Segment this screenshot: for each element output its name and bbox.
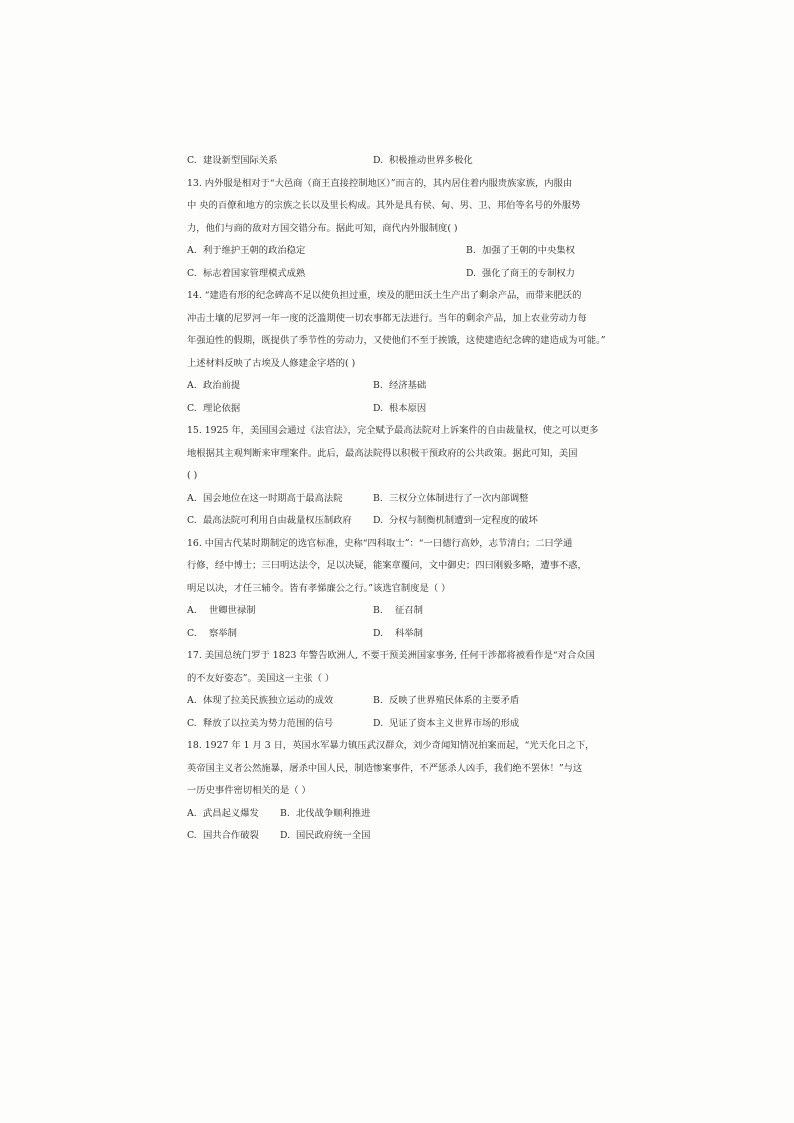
q16-stem-line-2: 行修，经中博士；三曰明达法令，足以决疑，能案章覆问，文中御史；四曰刚毅多略，遭事不惑，	[187, 560, 587, 571]
q14-stem-line-3: 年强迫性的假期，既提供了季节性的劳动力，又使他们不至于挨饿，这使建造纪念碑的建造成为可能。”	[187, 335, 606, 346]
q13-option-a[interactable]: A. 利于维护王朝的政治稳定	[187, 245, 306, 256]
q17-option-b[interactable]: B. 反映了世界殖民体系的主要矛盾	[373, 695, 520, 706]
q18-stem-line-1: 18. 1927 年 1 月 3 日，英国水军暴力镇压武汉群众，刘少奇闻知情况拍案而起，“光天化日之下，	[187, 740, 595, 751]
q16-options-row-cd	[187, 623, 617, 646]
q15-stem-line-1: 15. 1925 年，美国国会通过《法官法》，完全赋予最高法院对上诉案件的自由裁量权，使之可以更多	[187, 425, 599, 436]
q15-options-row-ab	[187, 488, 617, 511]
q17-option-a[interactable]: A. 体现了拉美民族独立运动的成效	[187, 695, 334, 706]
q14-option-d[interactable]: D. 根本原因	[373, 402, 427, 414]
q15-option-d[interactable]: D. 分权与制衡机制遭到一定程度的破坏	[373, 515, 538, 526]
q15-option-b[interactable]: B. 三权分立体制进行了一次内部调整	[373, 492, 529, 504]
q15-stem-line-2: 地根据其主观判断来审理案件。此后，最高法院得以积极干预政府的公共政策。据此可知，美国	[187, 447, 578, 459]
q15-options-row-cd	[187, 510, 617, 533]
q14-option-c[interactable]: C. 理论依据	[187, 402, 241, 414]
q15-option-c[interactable]: C. 最高法院可利用自由裁量权压制政府	[187, 515, 352, 526]
q12-option-c[interactable]: C. 建设新型国际关系	[187, 155, 278, 166]
q15-stem-line-3: ( )	[187, 470, 198, 481]
q17-options-row-ab	[187, 690, 617, 713]
q13-options-row-ab	[187, 240, 617, 263]
q14-stem-line-1: 14. “建造有形的纪念碑高不足以使负担过重，埃及的肥田沃土生产出了剩余产品，而带来肥沃的	[187, 290, 582, 301]
q18-stem-line-2: 英帝国主义者公然施暴，屠杀中国人民，制造惨案事件，不严惩杀人凶手，我们绝不罢休！”与这	[187, 762, 583, 774]
q18-option-a[interactable]: A. 武昌起义爆发	[187, 807, 259, 819]
q17-option-c[interactable]: C. 释放了以拉美为势力范围的信号	[187, 717, 334, 729]
q18-option-d[interactable]: D. 国民政府统一全国	[280, 830, 371, 841]
q13-stem-line-2: 中 央的百僚和地方的宗族之长以及里长构成。其外是具有侯、甸、男、卫、邦伯等名号的外服势	[187, 200, 581, 211]
q16-option-b[interactable]: B. 征召制	[373, 605, 423, 616]
q14-stem-line-4: 上述材料反映了古埃及人修建金字塔的( )	[187, 357, 356, 369]
q17-option-d[interactable]: D. 见证了资本主义世界市场的形成	[373, 717, 520, 729]
q14-option-b[interactable]: B. 经济基础	[373, 380, 427, 391]
q12-options-row-cd	[187, 150, 617, 173]
q13-option-d[interactable]: D. 强化了商王的专制权力	[466, 267, 575, 279]
q15-option-a[interactable]: A. 国会地位在这一时期高于最高法院	[187, 492, 343, 504]
q16-option-c[interactable]: C. 察举制	[187, 627, 237, 639]
q12-option-d[interactable]: D. 积极推动世界多极化	[373, 155, 473, 166]
q13-stem-line-1: 13. 内外服是相对于“大邑商（商王直接控制地区）”而言的，其内居住着内服贵族家族，内服由	[187, 177, 573, 189]
q13-option-b[interactable]: B. 加强了王朝的中央集权	[466, 245, 575, 256]
q14-options-row-cd	[187, 398, 617, 421]
q13-option-c[interactable]: C. 标志着国家管理模式成熟	[187, 267, 306, 279]
q14-option-a[interactable]: A. 政治前提	[187, 380, 241, 391]
q13-options-row-cd	[187, 263, 617, 286]
q18-stem-line-3: 一历史事件密切相关的是（ ）	[187, 785, 311, 796]
q18-options-row-cd	[187, 825, 617, 848]
q18-option-c[interactable]: C. 国共合作破裂	[187, 830, 259, 841]
q17-stem-line-2: 的不友好姿态”。美国这一主张（ ）	[187, 672, 335, 684]
q16-options-row-ab	[187, 600, 617, 623]
q14-options-row-ab	[187, 375, 617, 398]
q18-option-b[interactable]: B. 北伐战争顺利推进	[280, 807, 371, 819]
exam-content	[187, 150, 617, 848]
q13-stem-line-3: 力，他们与商的敌对方国交错分布。据此可知，商代内外服制度( )	[187, 222, 458, 234]
q18-options-row-ab	[187, 803, 617, 826]
q14-stem-line-2: 冲击土壤的尼罗河一年一度的泛滥期使一切农事都无法进行。当年的剩余产品，加上农业劳动力每	[187, 312, 587, 324]
q16-stem-line-1: 16. 中国古代某时期制定的选官标准，史称“四科取士”：“一曰德行高妙，志节清白；二曰学通	[187, 537, 573, 549]
q16-option-d[interactable]: D. 科举制	[373, 627, 423, 639]
q17-stem-line-1: 17. 美国总统门罗于 1823 年警告欧洲人, 不要干预美洲国家事务, 任何干涉都将被看作是“对合众国	[187, 650, 595, 661]
q17-options-row-cd	[187, 713, 617, 736]
q16-option-a[interactable]: A. 世卿世禄制	[187, 605, 256, 616]
q16-stem-line-3: 明足以决，才任三辅令。皆有孝悌廉公之行。”该选官制度是（ ）	[187, 582, 451, 594]
